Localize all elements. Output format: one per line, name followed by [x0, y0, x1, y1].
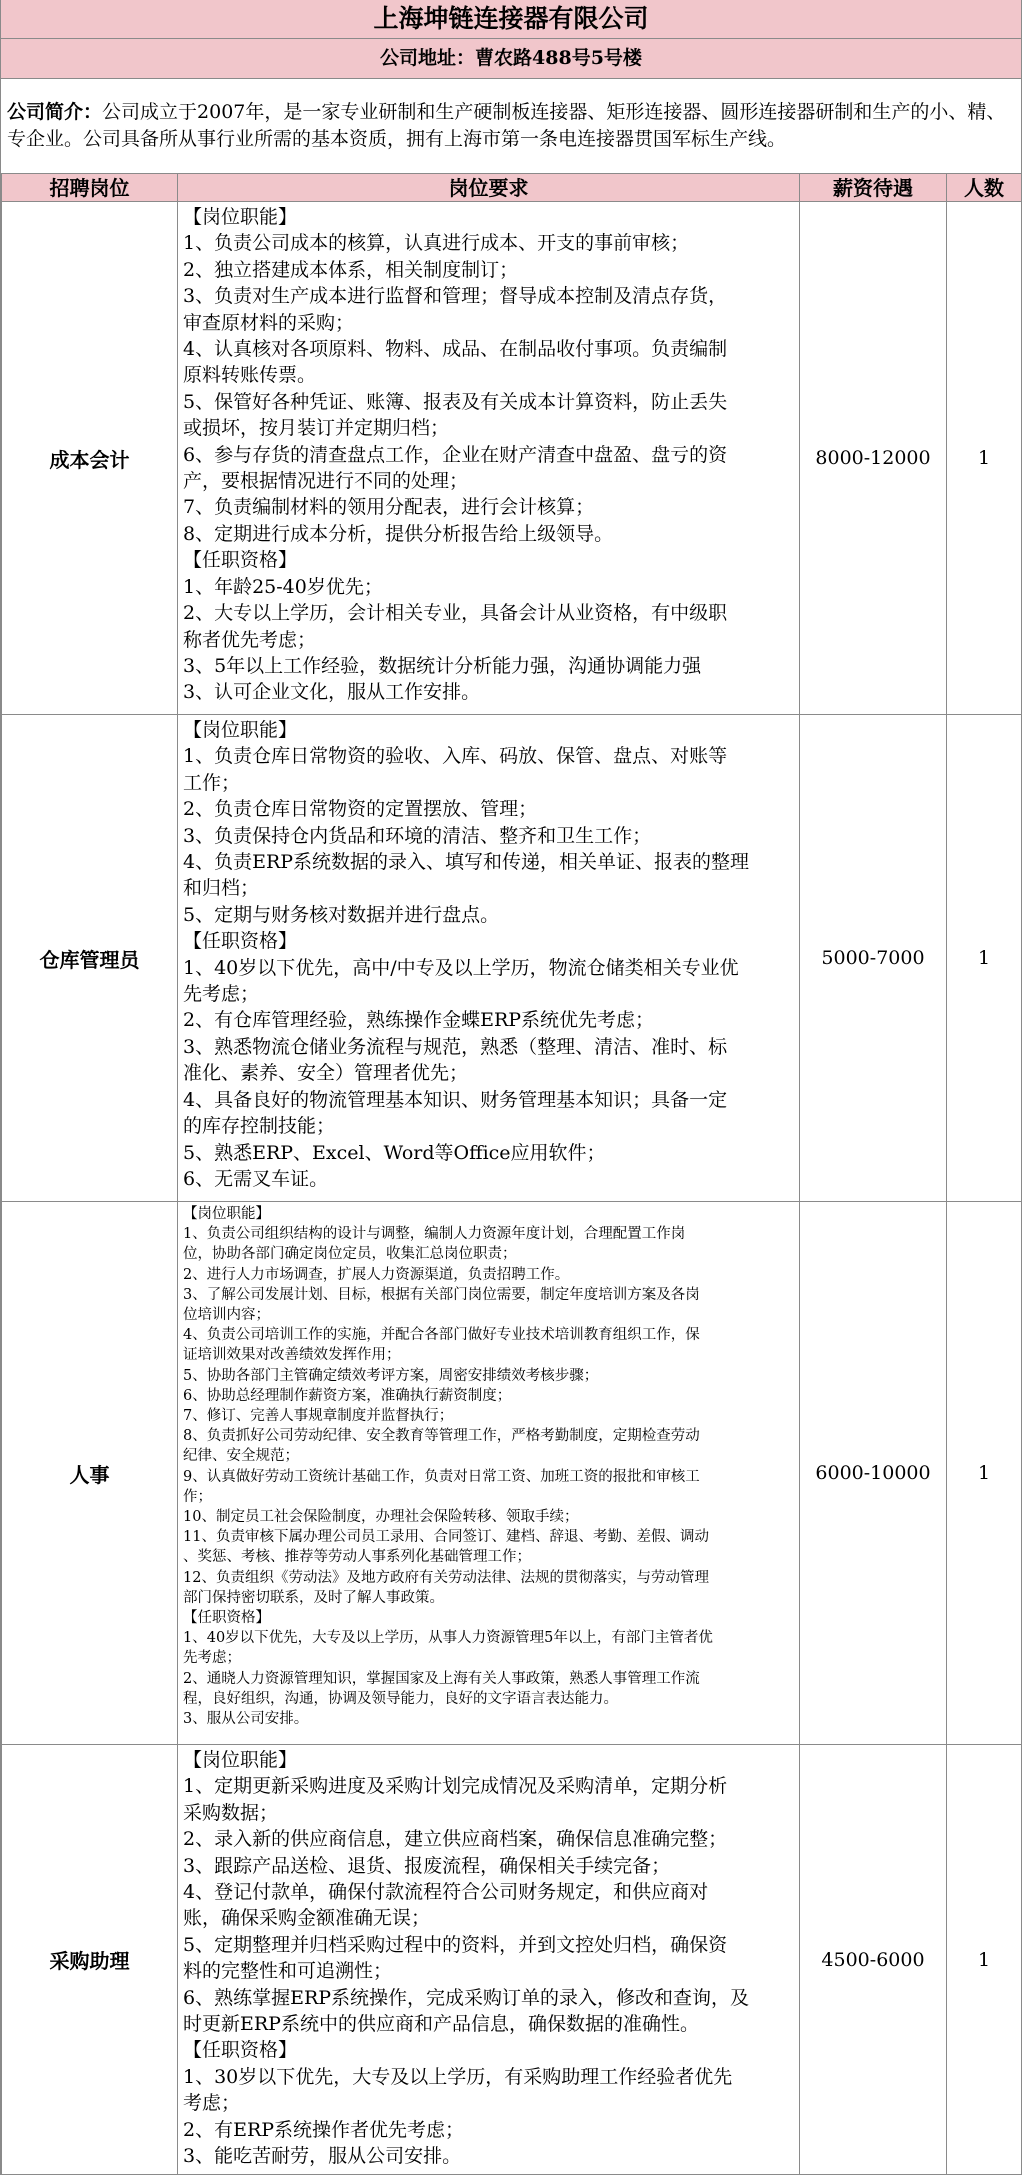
table-row: [2, 1745, 1022, 2175]
header-position: 招聘岗位: [2, 174, 178, 202]
requirement-line: 的库存控制技能；: [183, 1115, 336, 1138]
requirement-line: 【任职资格】: [183, 549, 298, 572]
requirement-line: 6、熟练掌握ERP系统操作，完成采购订单的录入，修改和查询，及: [183, 1986, 750, 2009]
requirement-line: 7、修订、完善人事规章制度并监督执行；: [183, 1408, 454, 1425]
requirement-line: 3、跟踪产品送检、退货、报废流程，确保相关手续完备；: [183, 1854, 671, 1877]
requirement-line: 1、年龄25-40岁优先；: [183, 575, 383, 598]
spacer: [1, 79, 1021, 99]
table-row: [2, 715, 1022, 1202]
requirement-line: 和归档；: [183, 877, 260, 900]
requirement-line: 5、熟悉ERP、Excel、Word等Office应用软件；: [183, 1141, 606, 1164]
requirement-line: 称者优先考虑；: [183, 628, 317, 651]
requirement-line: 【岗位职能】: [183, 1206, 270, 1222]
requirement-line: 3、了解公司发展计划、目标，根据有关部门岗位需要，制定年度培训方案及各岗: [183, 1286, 700, 1303]
job-position: 仓库管理员: [2, 715, 178, 1202]
requirement-line: 3、负责对生产成本进行监督和管理；督导成本控制及清点存货，: [183, 285, 728, 308]
job-salary: 6000-10000: [800, 1202, 947, 1745]
requirement-line: 3、熟悉物流仓储业务流程与规范，熟悉（整理、清洁、准时、标: [183, 1035, 728, 1058]
requirement-line: 1、40岁以下优先，大专及以上学历，从事人力资源管理5年以上，有部门主管者优: [183, 1630, 713, 1647]
requirement-line: 料的完整性和可追溯性；: [183, 1960, 393, 1983]
requirement-line: 准化、素养、安全）管理者优先；: [183, 1062, 469, 1085]
job-requirements: [178, 715, 800, 1202]
header-requirements: 岗位要求: [178, 174, 800, 202]
requirement-line: 【任职资格】: [183, 930, 298, 953]
requirement-line: 时更新ERP系统中的供应商和产品信息，确保数据的准确性。: [183, 2013, 699, 2036]
requirement-line: 纪律、安全规范；: [183, 1448, 299, 1465]
requirement-line: 【任职资格】: [183, 2039, 298, 2062]
job-salary: 8000-12000: [800, 202, 947, 715]
job-headcount: 1: [947, 202, 1022, 715]
requirement-line: 或损坏，按月装订并定期归档；: [183, 417, 450, 440]
job-salary: 4500-6000: [800, 1745, 947, 2175]
requirement-line: 1、负责公司成本的核算，认真进行成本、开支的事前审核；: [183, 232, 690, 255]
requirement-line: 4、负责公司培训工作的实施，并配合各部门做好专业技术培训教育组织工作，保: [183, 1327, 700, 1344]
requirement-line: 6、协助总经理制作薪资方案，准确执行薪资制度；: [183, 1387, 512, 1404]
requirement-line: 产，要根据情况进行不同的处理；: [183, 470, 469, 493]
requirement-line: 8、负责抓好公司劳动纪律、安全教育等管理工作，严格考勤制度，定期检查劳动: [183, 1428, 700, 1445]
job-requirements: [178, 202, 800, 715]
requirement-line: 5、定期整理并归档采购过程中的资料，并到文控处归档，确保资: [183, 1933, 728, 1956]
job-requirements: [178, 1745, 800, 2175]
requirement-line: 7、负责编制材料的领用分配表，进行会计核算；: [183, 496, 595, 519]
requirement-line: 作；: [183, 1488, 212, 1505]
requirement-line: 1、30岁以下优先，大专及以上学历，有采购助理工作经验者优先: [183, 2065, 733, 2088]
requirement-line: 12、负责组织《劳动法》及地方政府有关劳动法律、法规的贯彻落实，与劳动管理: [183, 1569, 709, 1586]
requirement-line: 1、定期更新采购进度及采购计划完成情况及采购清单，定期分析: [183, 1775, 728, 1798]
requirement-line: 【岗位职能】: [183, 206, 298, 228]
requirement-line: 位培训内容；: [183, 1307, 270, 1324]
requirement-line: 工作；: [183, 771, 241, 794]
job-table: [1, 173, 1022, 2175]
company-title: 上海坤链连接器有限公司: [1, 0, 1021, 39]
requirement-line: 3、服从公司安排。: [183, 1711, 309, 1728]
requirement-line: 证培训效果对改善绩效发挥作用；: [183, 1347, 401, 1364]
requirement-line: 【岗位职能】: [183, 1749, 298, 1771]
requirement-line: 2、有ERP系统操作者优先考虑；: [183, 2118, 465, 2141]
job-position: 人事: [2, 1202, 178, 1745]
requirement-line: 原料转账传票。: [183, 364, 317, 387]
requirement-line: 5、定期与财务核对数据并进行盘点。: [183, 903, 500, 926]
requirement-line: 4、认真核对各项原料、物料、成品、在制品收付事项。负责编制: [183, 338, 728, 361]
requirement-line: 【岗位职能】: [183, 719, 298, 741]
requirement-line: 4、负责ERP系统数据的录入、填写和传递，相关单证、报表的整理: [183, 851, 750, 874]
table-row: [2, 202, 1022, 715]
requirement-line: 6、参与存货的清查盘点工作，企业在财产清查中盘盈、盘亏的资: [183, 443, 728, 466]
table-header-row: [2, 174, 1022, 202]
requirement-line: 11、负责审核下属办理公司员工录用、合同签订、建档、辞退、考勤、差假、调动: [183, 1529, 709, 1546]
requirement-line: 、奖惩、考核、推荐等劳动人事系列化基础管理工作；: [183, 1549, 531, 1566]
requirement-line: 账，确保采购金额准确无误；: [183, 1907, 431, 1930]
requirement-line: 1、负责公司组织结构的设计与调整，编制人力资源年度计划，合理配置工作岗: [183, 1226, 686, 1243]
company-intro: [1, 99, 1021, 173]
intro-text: 公司成立于2007年，是一家专业研制和生产硬制板连接器、矩形连接器、圆形连接器研制和生产的小、精、专企业。公司具备所从事行业所需的基本资质，拥有上海市第一条电连接器贯国军标生产线。: [7, 101, 1006, 150]
requirement-line: 1、40岁以下优先，高中/中专及以上学历，物流仓储类相关专业优: [183, 956, 739, 979]
requirement-line: 8、定期进行成本分析，提供分析报告给上级领导。: [183, 522, 614, 545]
requirement-line: 程，良好组织，沟通，协调及领导能力，良好的文字语言表达能力。: [183, 1690, 618, 1707]
job-headcount: 1: [947, 715, 1022, 1202]
requirement-line: 5、协助各部门主管确定绩效考评方案，周密安排绩效考核步骤；: [183, 1367, 599, 1384]
requirement-line: 4、登记付款单，确保付款流程符合公司财务规定，和供应商对: [183, 1881, 709, 1904]
requirement-line: 2、进行人力市场调查，扩展人力资源渠道，负责招聘工作。: [183, 1266, 570, 1283]
requirement-line: 2、独立搭建成本体系，相关制度制订；: [183, 258, 519, 281]
requirement-line: 2、录入新的供应商信息，建立供应商档案，确保信息准确完整；: [183, 1828, 728, 1851]
requirement-line: 3、能吃苦耐劳，服从公司安排。: [183, 2145, 462, 2168]
requirement-line: 2、有仓库管理经验，熟练操作金蝶ERP系统优先考虑；: [183, 1009, 655, 1032]
job-requirements: [178, 1202, 800, 1745]
requirement-line: 2、负责仓库日常物资的定置摆放、管理；: [183, 798, 538, 821]
header-count: 人数: [947, 174, 1022, 202]
job-headcount: 1: [947, 1745, 1022, 2175]
requirement-line: 6、无需叉车证。: [183, 1167, 329, 1190]
table-row: [2, 1202, 1022, 1745]
requirement-line: 10、制定员工社会保险制度，办理社会保险转移、领取手续；: [183, 1509, 579, 1526]
requirement-line: 采购数据；: [183, 1801, 279, 1824]
requirement-line: 考虑；: [183, 2092, 241, 2115]
job-position: 成本会计: [2, 202, 178, 715]
requirement-line: 部门保持密切联系，及时了解人事政策。: [183, 1589, 444, 1606]
requirement-line: 5、保管好各种凭证、账簿、报表及有关成本计算资料，防止丢失: [183, 390, 728, 413]
job-position: 采购助理: [2, 1745, 178, 2175]
requirement-line: 3、认可企业文化，服从工作安排。: [183, 681, 481, 704]
requirement-line: 审查原材料的采购；: [183, 311, 355, 334]
company-address: 公司地址：曹农路488号5号楼: [1, 39, 1021, 79]
requirement-line: 3、负责保持仓内货品和环境的清洁、整齐和卫生工作；: [183, 824, 652, 847]
requirement-line: 2、通晓人力资源管理知识，掌握国家及上海有关人事政策，熟悉人事管理工作流: [183, 1670, 700, 1687]
requirement-line: 4、具备良好的物流管理基本知识、财务管理基本知识；具备一定: [183, 1088, 728, 1111]
requirement-line: 1、负责仓库日常物资的验收、入库、码放、保管、盘点、对账等: [183, 745, 728, 768]
job-headcount: 1: [947, 1202, 1022, 1745]
header-salary: 薪资待遇: [800, 174, 947, 202]
requirement-line: 位，协助各部门确定岗位定员，收集汇总岗位职责；: [183, 1246, 517, 1263]
requirement-line: 2、大专以上学历，会计相关专业，具备会计从业资格，有中级职: [183, 602, 728, 625]
intro-label: 公司简介：: [7, 101, 103, 123]
requirement-line: 3、5年以上工作经验，数据统计分析能力强，沟通协调能力强: [183, 654, 702, 677]
requirement-line: 【任职资格】: [183, 1610, 270, 1627]
requirement-line: 先考虑；: [183, 1650, 241, 1667]
requirement-line: 9、认真做好劳动工资统计基础工作，负责对日常工资、加班工资的报批和审核工: [183, 1468, 700, 1485]
requirement-line: 先考虑；: [183, 983, 260, 1006]
job-salary: 5000-7000: [800, 715, 947, 1202]
